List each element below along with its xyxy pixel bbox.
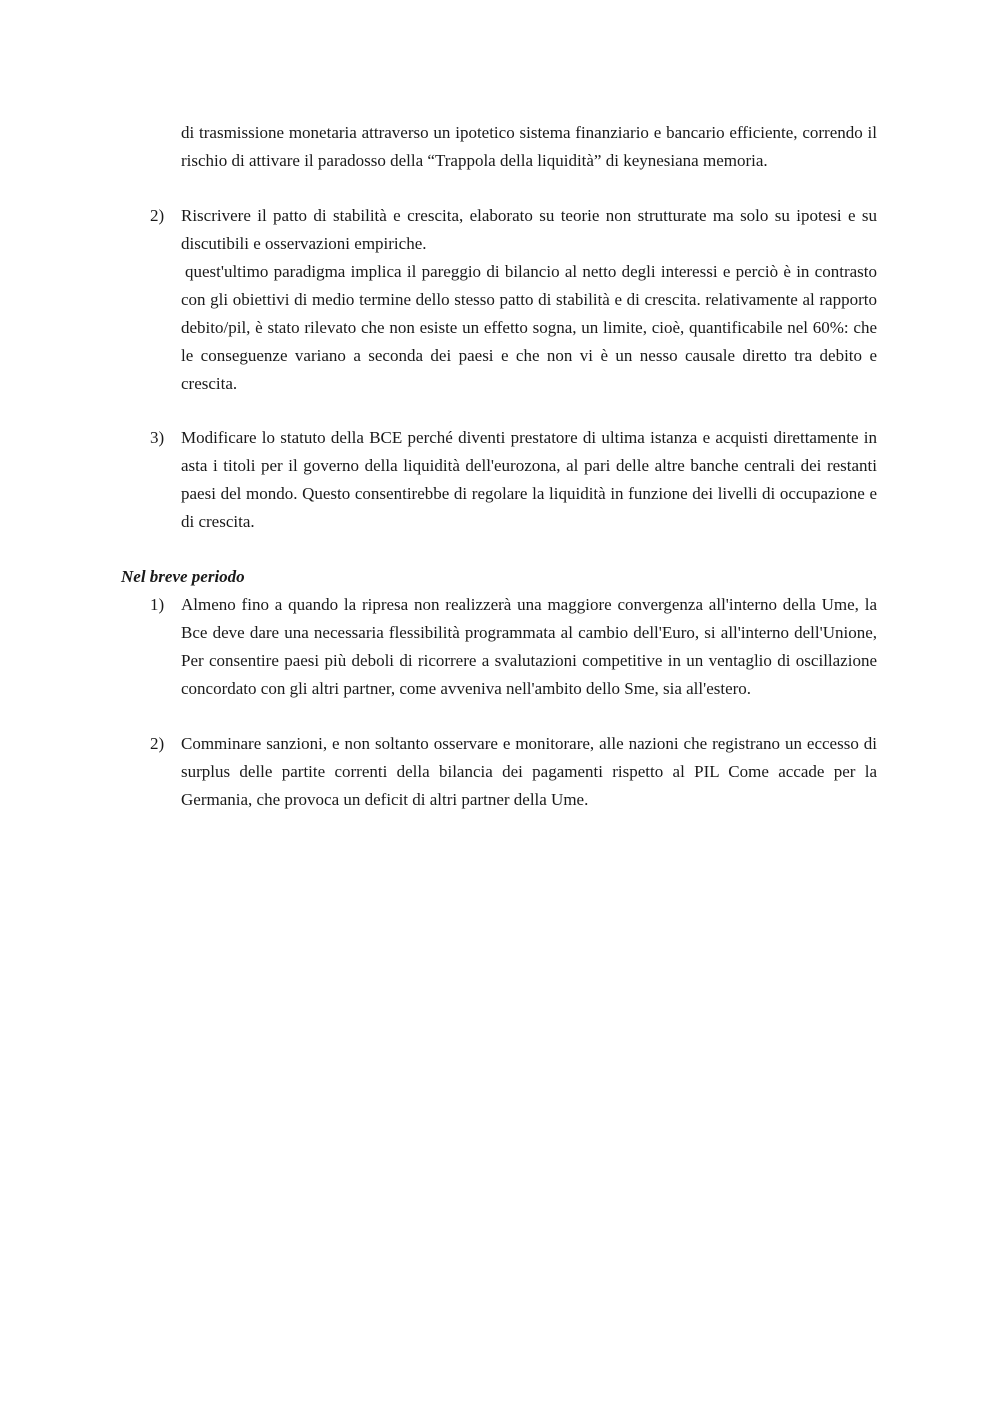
list-item-text: Riscrivere il patto di stabilità e crescita, elaborato su teorie non strutturate ma solo su ipotesi e su discutibili e osservazioni empiriche. xyxy=(181,206,877,253)
list-number: 1) xyxy=(150,595,165,614)
list-number: 2) xyxy=(150,206,165,225)
continuation-paragraph: di trasmissione monetaria attraverso un ipotetico sistema finanziario e bancario efficiente, correndo il rischio di attivare il paradosso della “Trappola della liquidità” di keynesiana memoria. xyxy=(181,123,877,170)
list-item-statuto-bce: Modificare lo statuto della BCE perché diventi prestatore di ultima istanza e acquisti direttamente in asta i titoli per il governo della liquidità dell'eurozona, al pari delle altre banche centrali dei restanti paesi del mondo. Questo consentirebbe di regolare la liquidità in funzione dei livelli di occupazione e di crescita. xyxy=(181,428,877,531)
section-heading: Nel breve periodo xyxy=(121,567,245,586)
list-item-subtext: quest'ultimo paradigma implica il pareggio di bilancio al netto degli interessi e perciò è in contrasto con gli obiettivi di medio termine dello stesso patto di stabilità e di crescita. relativamente al rapporto debito/pil, è stato rilevato che non esiste un effetto sogna, un limite, cioè, quantificabile nel 60%: che le conseguenze variano a seconda dei paesi e che non vi è un nesso causale diretto tra debito e crescita. xyxy=(181,262,877,393)
list-number: 2) xyxy=(150,734,165,753)
list-item-flessibilita-euro: Almeno fino a quando la ripresa non realizzerà una maggiore convergenza all'interno della Ume, la Bce deve dare una necessaria flessibilità programmata al cambio dell'Euro, si all'interno dell'Unione, Per consentire paesi più deboli di ricorrere a svalutazioni competitive in un ventaglio di oscillazione concordato con gli altri partner, come avveniva nell'ambito dello Sme, sia all'estero. xyxy=(181,595,877,698)
list-number: 3) xyxy=(150,428,165,447)
list-item-patto-stabilita xyxy=(181,202,877,398)
list-item-sanzioni-surplus: Comminare sanzioni, e non soltanto osservare e monitorare, alle nazioni che registrano un eccesso di surplus delle partite correnti della bilancia dei pagamenti rispetto al PIL Come accade per la Germania, che provoca un deficit di altri partner della Ume. xyxy=(181,734,877,809)
